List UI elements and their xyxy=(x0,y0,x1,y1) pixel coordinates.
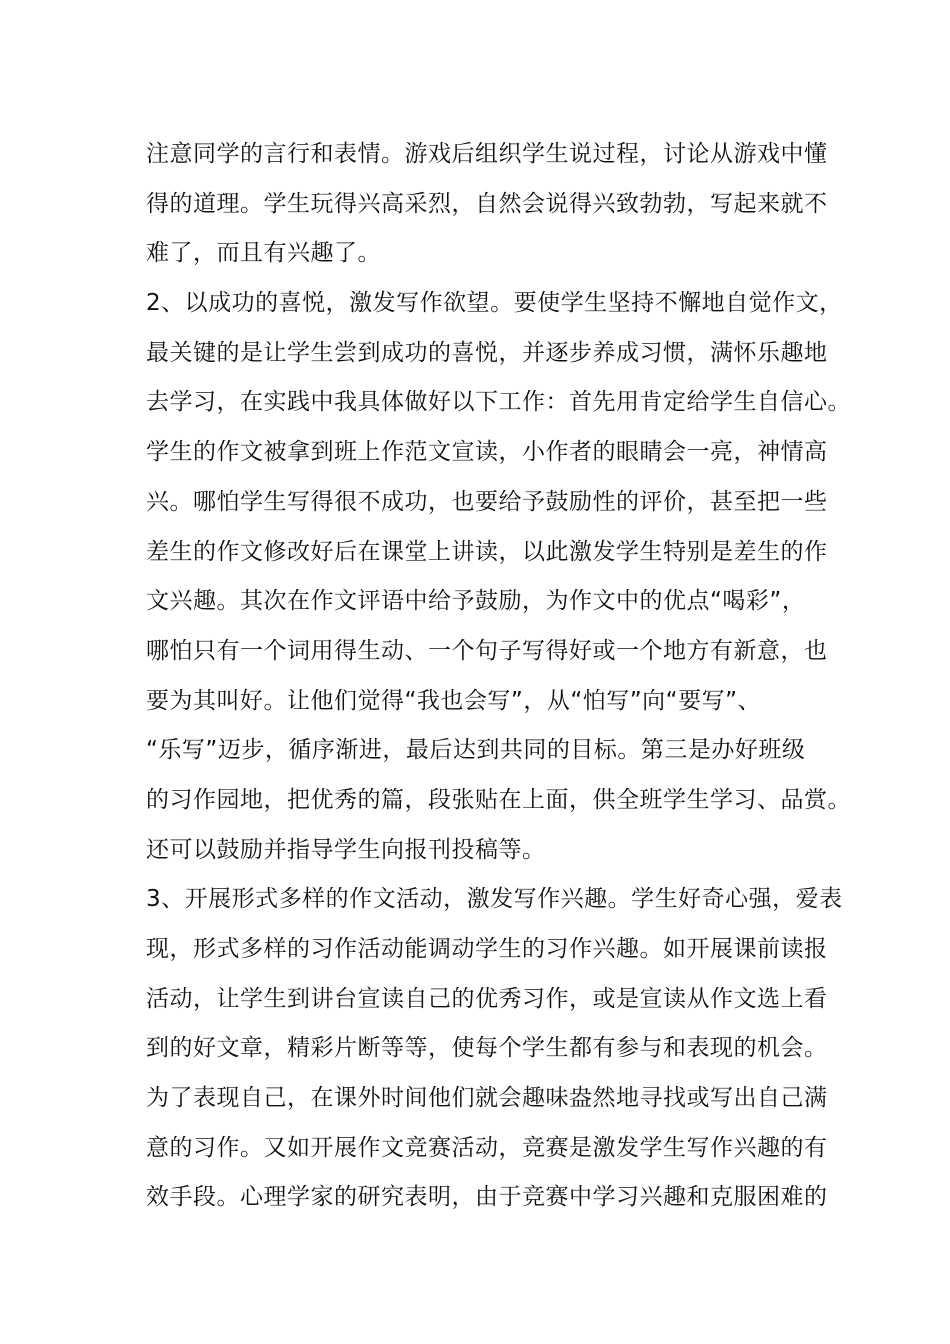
body-text xyxy=(146,130,851,1223)
text-line: 的习作园地，把优秀的篇，段张贴在上面，供全班学生学习、品赏。 xyxy=(146,786,851,813)
text-line: 还可以鼓励并指导学生向报刊投稿等。 xyxy=(146,836,546,863)
text-line: 2、以成功的喜悦，激发写作欲望。要使学生坚持不懈地自觉作文， xyxy=(146,290,843,317)
text-line: 去学习，在实践中我具体做好以下工作：首先用肯定给学生自信心。 xyxy=(146,389,851,416)
text-line: 为了表现自己，在课外时间他们就会趣味盎然地寻找或写出自己满 xyxy=(146,1085,828,1112)
text-line: 现，形式多样的习作活动能调动学生的习作兴趣。如开展课前读报 xyxy=(146,936,828,962)
text-line: 学生的作文被拿到班上作范文宣读，小作者的眼睛会一亮，神情高 xyxy=(146,439,828,466)
text-line: 哪怕只有一个词用得生动、一个句子写得好或一个地方有新意，也 xyxy=(146,637,828,664)
text-line: 到的好文章，精彩片断等等，使每个学生都有参与和表现的机会。 xyxy=(146,1035,828,1062)
text-line: 注意同学的言行和表情。游戏后组织学生说过程，讨论从游戏中懂 xyxy=(146,141,828,167)
text-line: 效手段。心理学家的研究表明，由于竞赛中学习兴趣和克服困难的 xyxy=(146,1184,828,1211)
text-line: 活动，让学生到讲台宣读自己的优秀习作，或是宣读从作文选上看 xyxy=(146,985,828,1012)
text-line: 难了，而且有兴趣了。 xyxy=(146,240,381,267)
text-line: 最关键的是让学生尝到成功的喜悦，并逐步养成习惯，满怀乐趣地 xyxy=(146,339,828,366)
text-line: 文兴趣。其次在作文评语中给予鼓励，为作文中的优点“喝彩”， xyxy=(146,588,806,615)
text-line: 差生的作文修改好后在课堂上讲读，以此激发学生特别是差生的作 xyxy=(146,538,828,565)
text-line: 得的道理。学生玩得兴高采烈，自然会说得兴致勃勃，写起来就不 xyxy=(146,190,828,217)
text-line: 3、开展形式多样的作文活动，激发写作兴趣。学生好奇心强，爱表 xyxy=(146,886,843,913)
text-line: 要为其叫好。让他们觉得“我也会写”，从“怕写”向“要写”、 xyxy=(146,687,761,714)
text-line: 兴。哪怕学生写得很不成功，也要给予鼓励性的评价，甚至把一些 xyxy=(146,488,828,515)
text-line: “乐写”迈步，循序渐进，最后达到共同的目标。第三是办好班级 xyxy=(146,737,806,764)
text-line: 意的习作。又如开展作文竞赛活动，竞赛是激发学生写作兴趣的有 xyxy=(146,1134,828,1161)
